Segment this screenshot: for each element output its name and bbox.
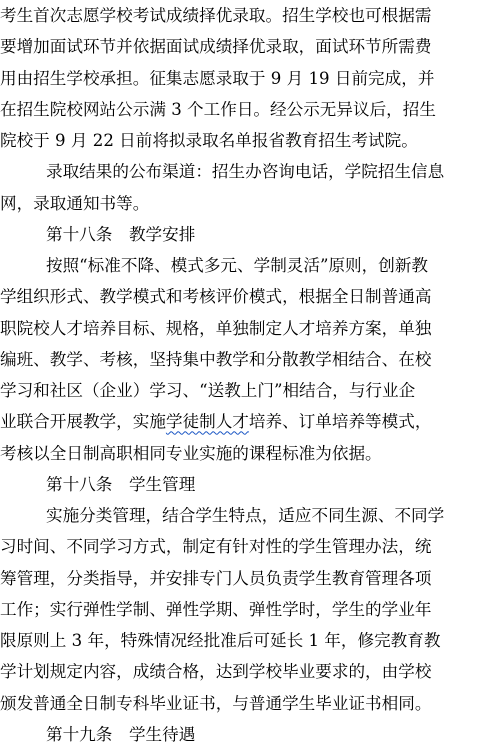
paragraph-3-line-1: 按照“标准不降、模式多元、学制灵活”原则，创新教 [46,256,429,275]
paragraph-1-line-1: 考生首次志愿学校考试成绩择优录取。招生学校也可根据需 [0,6,432,25]
paragraph-3-line-3: 职院校人才培养目标、规格，单独制定人才培养方案，单独 [0,318,432,338]
paragraph-3-line-7: 考核以全日制高职相同专业实施的课程标准为依据。 [0,443,382,463]
paragraph-3-line-4: 编班、教学、考核，坚持集中教学和分散教学相结合、在校 [0,349,432,369]
paragraph-1-line-2: 要增加面试环节并依据面试成绩择优录取，面试环节所需费 [0,37,432,57]
paragraph-4-line-7: 颁发普通全日制专科毕业证书，与普通学生毕业证书相同。 [0,693,432,713]
section-heading-management: 第十八条 学生管理 [46,474,196,494]
paragraph-4-line-2: 习时间、不同学习方式，制定有针对性的学生管理办法，统 [0,537,432,557]
paragraph-4-line-6: 学计划规定内容，成绩合格，达到学校毕业要求的，由学校 [0,662,432,682]
paragraph-2-line-2: 网，录取通知书等。 [0,193,150,213]
paragraph-4-line-1: 实施分类管理，结合学生特点，适应不同生源、不同学 [46,506,445,525]
paragraph-4-line-5: 限原则上 3 年，特殊情况经批准后可延长 1 年，修完教育教 [0,631,441,650]
paragraph-3-line-6: 业联合开展教学，实施学徒制人才培养、订单培养等模式， [0,412,432,432]
paragraph-4-line-4: 工作；实行弹性学制、弹性学期、弹性学时，学生的学业年 [0,599,432,619]
paragraph-3-line-2: 学组织形式、教学模式和考核评价模式，根据全日制普通高 [0,287,432,307]
paragraph-1-line-4: 在招生院校网站公示满 3 个工作日。经公示无异议后，招生 [0,99,436,119]
paragraph-3-line-5: 学习和社区（企业）学习、“送教上门”相结合，与行业企 [0,381,416,400]
paragraph-1-line-5: 院校于 9 月 22 日前将拟录取名单报省教育招生考试院。 [0,131,418,150]
paragraph-4-line-3: 筹管理，分类指导，并安排专门人员负责学生教育管理各项 [0,568,432,588]
paragraph-2-line-1: 录取结果的公布渠道：招生办咨询电话，学院招生信息 [46,162,445,182]
section-heading-teaching: 第十八条 教学安排 [46,224,196,244]
section-heading-benefits: 第十九条 学生待遇 [46,724,196,744]
paragraph-1-line-3: 用由招生学校承担。征集志愿录取于 9 月 19 日前完成，并 [0,68,435,88]
spellcheck-underline: 学徒制人才 [165,412,249,432]
